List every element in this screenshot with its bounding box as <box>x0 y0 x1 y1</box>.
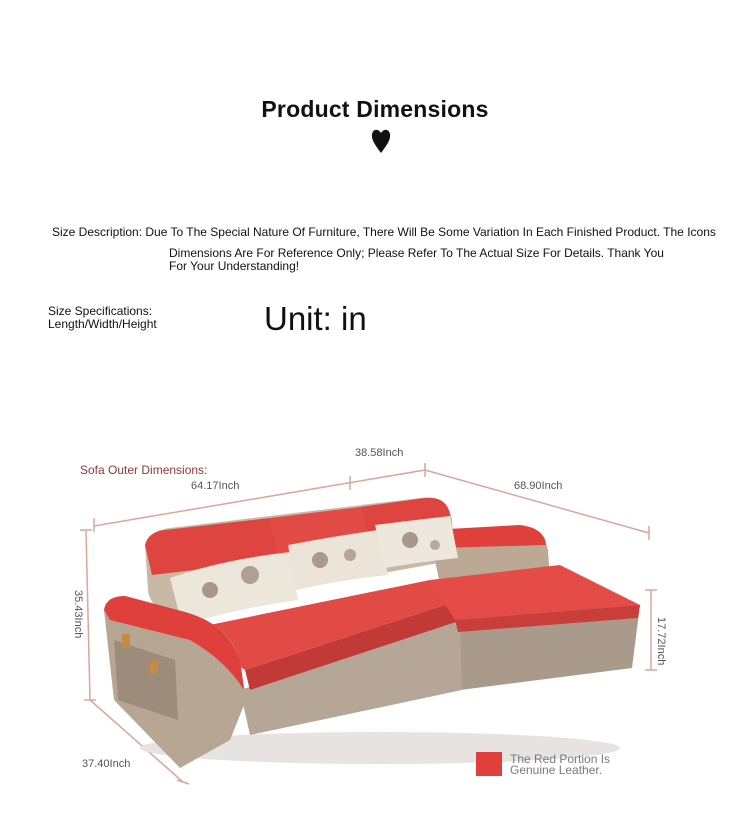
legend-swatch <box>476 752 502 776</box>
sofa-dimension-diagram <box>0 430 750 820</box>
spec-dimensions-order: Length/Width/Height <box>48 317 157 331</box>
dim-chaise-height: 17.72Inch <box>655 617 667 666</box>
size-specifications <box>48 305 157 331</box>
dim-right-top: 68.90Inch <box>514 480 563 492</box>
size-description-line3: For Your Understanding! <box>169 259 300 273</box>
size-description-continued <box>169 247 689 273</box>
legend-line1: The Red Portion Is <box>510 752 611 766</box>
dim-depth: 37.40Inch <box>82 758 131 770</box>
dim-left-top: 64.17Inch <box>191 480 240 492</box>
page-title: Product Dimensions <box>261 96 489 122</box>
size-description-line1: Size Description: Due To The Special Nature Of Furniture, There Will Be Some Variation In Each Finished Product. The Icons <box>52 225 716 239</box>
dim-height: 35.43Inch <box>72 590 84 639</box>
sofa-outer-dimensions-label: Sofa Outer Dimensions: <box>80 463 208 477</box>
dim-top: 38.58Inch <box>355 447 404 459</box>
heart-icon <box>370 126 392 154</box>
unit-label: Unit: in <box>264 300 367 337</box>
spec-label: Size Specifications: <box>48 304 153 318</box>
legend-text <box>510 754 610 776</box>
size-description-line2: Dimensions Are For Reference Only; Please Refer To The Actual Size For Details. Thank You <box>169 246 664 260</box>
legend-line2: Genuine Leather. <box>510 763 603 777</box>
